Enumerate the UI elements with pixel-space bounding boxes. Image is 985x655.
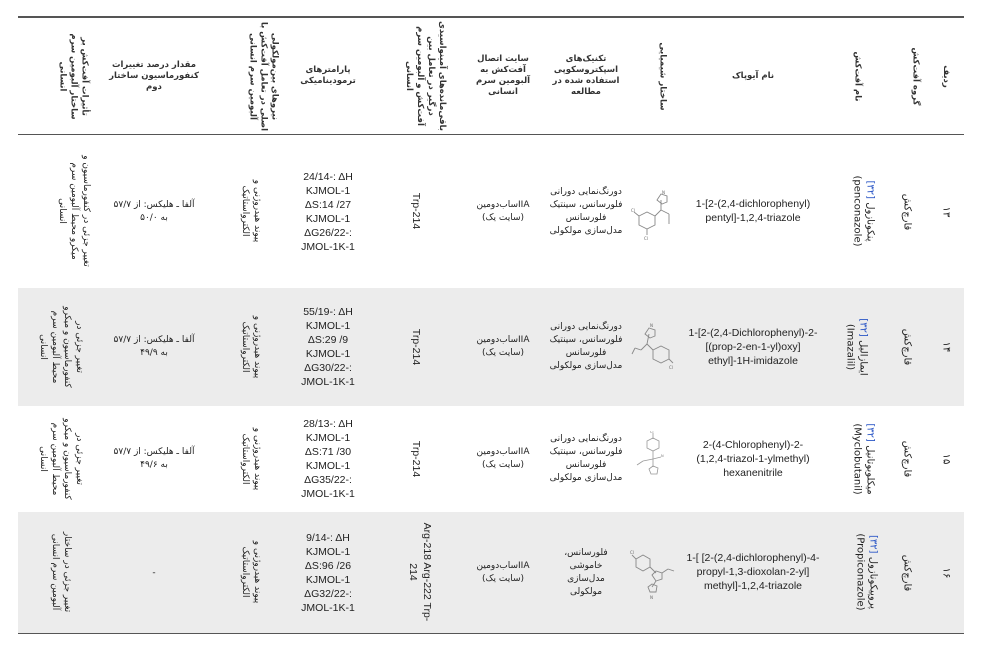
header-binding-site: سایت اتصال آفت‌کش به آلبومین سرم انسانی	[462, 17, 544, 135]
header-amino-acids: باقی‌مانده‌های آمینواسیدی درگیر در تعامل بین آفت‌کش و آلبومین سرم انسانی	[370, 17, 462, 135]
table-row	[18, 406, 964, 512]
cell-group: قارچ‌کش	[886, 512, 926, 634]
cell-name: پروپیکونازول [۳۲] (Propiconazole)	[828, 512, 886, 634]
cell-structure	[628, 406, 678, 512]
propiconazole-structure-image	[630, 545, 676, 601]
cell-site: IIAساب‌دومین (سایت یک)	[462, 288, 544, 406]
cell-thermo	[286, 512, 370, 634]
cell-effects: تغییر جزئی در کنفورماسیون و میکرو محیط آلبومین سرم انسانی	[57, 155, 91, 267]
header-thermo-params: پارامترهای ترمودینامیکی	[286, 17, 370, 135]
svg-text:Cl: Cl	[630, 549, 634, 555]
cell-techniques: دورنگ‌نمایی دورانی فلورسانس، سینتیک فلورسانس مدل‌سازی مولکولی	[549, 434, 623, 483]
svg-text:Cl: Cl	[631, 207, 635, 213]
cell-name: پنکونازول [۳۲] (penconazole)	[851, 175, 876, 247]
penconazole-structure-image	[631, 182, 675, 242]
cell-amino: Trp-214	[409, 440, 422, 477]
header-secondary-change: مقدار درصد تغییرات کنفورماسیون ساختار دوم	[100, 17, 208, 135]
header-row	[18, 17, 964, 135]
thermo-values: 9/14-: ΔH KJMOL-1 ΔS:96 /26 KJMOL-1 ΔG32/22-: JMOL-1K-1	[301, 531, 355, 614]
svg-text:N: N	[650, 594, 653, 600]
svg-text:Cl: Cl	[650, 431, 654, 434]
svg-text:N: N	[650, 323, 653, 328]
cell-no: ۱۵	[940, 453, 951, 465]
svg-text:N: N	[662, 189, 665, 195]
reference-link[interactable]: [۳۲]	[864, 180, 876, 200]
cell-forces: پیوند هیدروژنی و الکترواستاتیک	[208, 288, 286, 406]
reference-link[interactable]: [۳۲]	[857, 317, 869, 337]
header-row-no: ردیف	[926, 17, 964, 135]
cell-name: میکلوبوتانیل [۳۲] (Myclobutanil)	[851, 422, 876, 495]
cell-secondary: آلفا ـ هلیکس: از ۵۷/۷ به ۴۹/۹	[100, 288, 208, 406]
header-chemical-structure: ساختار شیمیایی	[628, 17, 678, 135]
cell-iupac: 1-[2-(2,4-dichlorophenyl) pentyl]-1,2,4-triazole	[695, 198, 811, 224]
thermo-values: 24/14-: ΔH KJMOL-1 ΔS:14 /27 KJMOL-1 ΔG26/22-: JMOL-1K-1	[301, 170, 355, 253]
cell-amino: Arg-218 Arg-222 Trp-214	[370, 512, 462, 634]
header-pesticide-group: گروه آفت‌کش	[886, 17, 926, 135]
cell-thermo	[286, 135, 370, 289]
cell-forces: پیوند هیدروژنی و الکترواستاتیک	[240, 427, 262, 490]
svg-text:N: N	[661, 454, 664, 458]
header-structural-effects: تأثیرات آفت‌کش بر ساختار آلبومین سرم انسانی	[18, 17, 100, 135]
table-row	[18, 512, 964, 634]
cell-name: ایمازالیل [۳۲] (Imazalil)	[828, 288, 886, 406]
cell-techniques: دورنگ‌نمایی دورانی فلورسانس، سینتیک فلورسانس مدل‌سازی مولکولی	[549, 186, 623, 236]
cell-structure	[628, 288, 678, 406]
cell-secondary: آلفا ـ هلیکس: از ۵۷/۷ به ۵۰/۰	[113, 199, 195, 223]
cell-structure	[628, 512, 678, 634]
cell-effects: تغییر جزئی در کنفورماسیون و میکرو محیط آلبومین سرم انسانی	[18, 288, 100, 406]
cell-site: IIAساب‌دومین (سایت یک)	[476, 199, 530, 223]
svg-text:Cl: Cl	[669, 365, 673, 370]
svg-text:Cl: Cl	[644, 235, 648, 241]
reference-link[interactable]: [۳۲]	[867, 534, 879, 554]
cell-effects: تغییر جزئی در کنفورماسیون و میکرو محیط آلبومین سرم انسانی	[38, 417, 84, 500]
cell-amino: Trp-214	[409, 192, 422, 230]
cell-forces: پیوند هیدروژنی و الکترواستاتیک	[240, 179, 262, 243]
cell-secondary: آلفا ـ هلیکس: از ۵۷/۷ به ۴۹/۶	[113, 447, 195, 470]
cell-effects: تغییر جزئی در ساختار آلبومین سرم انسانی	[18, 512, 100, 634]
cell-iupac: 2-(4-Chlorophenyl)-2-(1,2,4-triazol-1-ylmethyl) hexanenitrile	[696, 438, 810, 479]
pesticide-table	[18, 16, 964, 634]
cell-no: ۱۴	[926, 288, 964, 406]
header-interaction-forces: نیروهای بین‌مولکولی اصلی در تعامل آفت‌کش با آلبومین سرم انسانی	[208, 17, 286, 135]
cell-site: IIAساب‌دومین (سایت یک)	[476, 447, 530, 470]
reference-link[interactable]: [۳۲]	[864, 422, 876, 442]
cell-secondary: -	[100, 512, 208, 634]
cell-iupac: 1-[ [2-(2,4-dichlorophenyl)-4-propyl-1,3-dioxolan-2-yl] methyl]-1,2,4-triazole	[678, 512, 828, 634]
cell-group: قارچ‌کش	[901, 193, 912, 230]
header-iupac-name: نام آیوپاک	[678, 17, 828, 135]
imazalil-structure-image	[631, 322, 675, 372]
cell-techniques: فلورسانس، خاموشی مدل‌سازی مولکولی	[544, 512, 628, 634]
cell-thermo	[286, 406, 370, 512]
cell-structure	[628, 135, 678, 289]
cell-techniques: دورنگ‌نمایی دورانی فلورسانس، سینتیک فلورسانس مدل‌سازی مولکولی	[544, 288, 628, 406]
header-pesticide-name: نام آفت‌کش	[828, 17, 886, 135]
header-spectroscopy-techniques: تکنیک‌های اسپکتروسکوپی استفاده شده در مطالعه	[544, 17, 628, 135]
cell-thermo	[286, 288, 370, 406]
cell-no: ۱۶	[926, 512, 964, 634]
cell-site: IIAساب‌دومین (سایت یک)	[462, 512, 544, 634]
cell-amino: Trp-214	[370, 288, 462, 406]
table-row	[18, 135, 964, 289]
cell-iupac: 1-[2-(2,4-Dichlorophenyl)-2-[(prop-2-en-1-yl)oxy] ethyl]-1H-imidazole	[678, 288, 828, 406]
myclobutanil-structure-image	[633, 431, 673, 487]
table-row	[18, 288, 964, 406]
thermo-values: 28/13-: ΔH KJMOL-1 ΔS:71 /30 KJMOL-1 ΔG35/22-: JMOL-1K-1	[301, 418, 355, 500]
thermo-values: 55/19-: ΔH KJMOL-1 ΔS:29 /9 KJMOL-1 ΔG30/22-: JMOL-1K-1	[301, 306, 355, 388]
cell-group: قارچ‌کش	[886, 288, 926, 406]
cell-group: قارچ‌کش	[901, 440, 912, 478]
cell-forces: پیوند هیدروژنی و الکترواستاتیک	[208, 512, 286, 634]
cell-no: ۱۳	[940, 206, 951, 217]
